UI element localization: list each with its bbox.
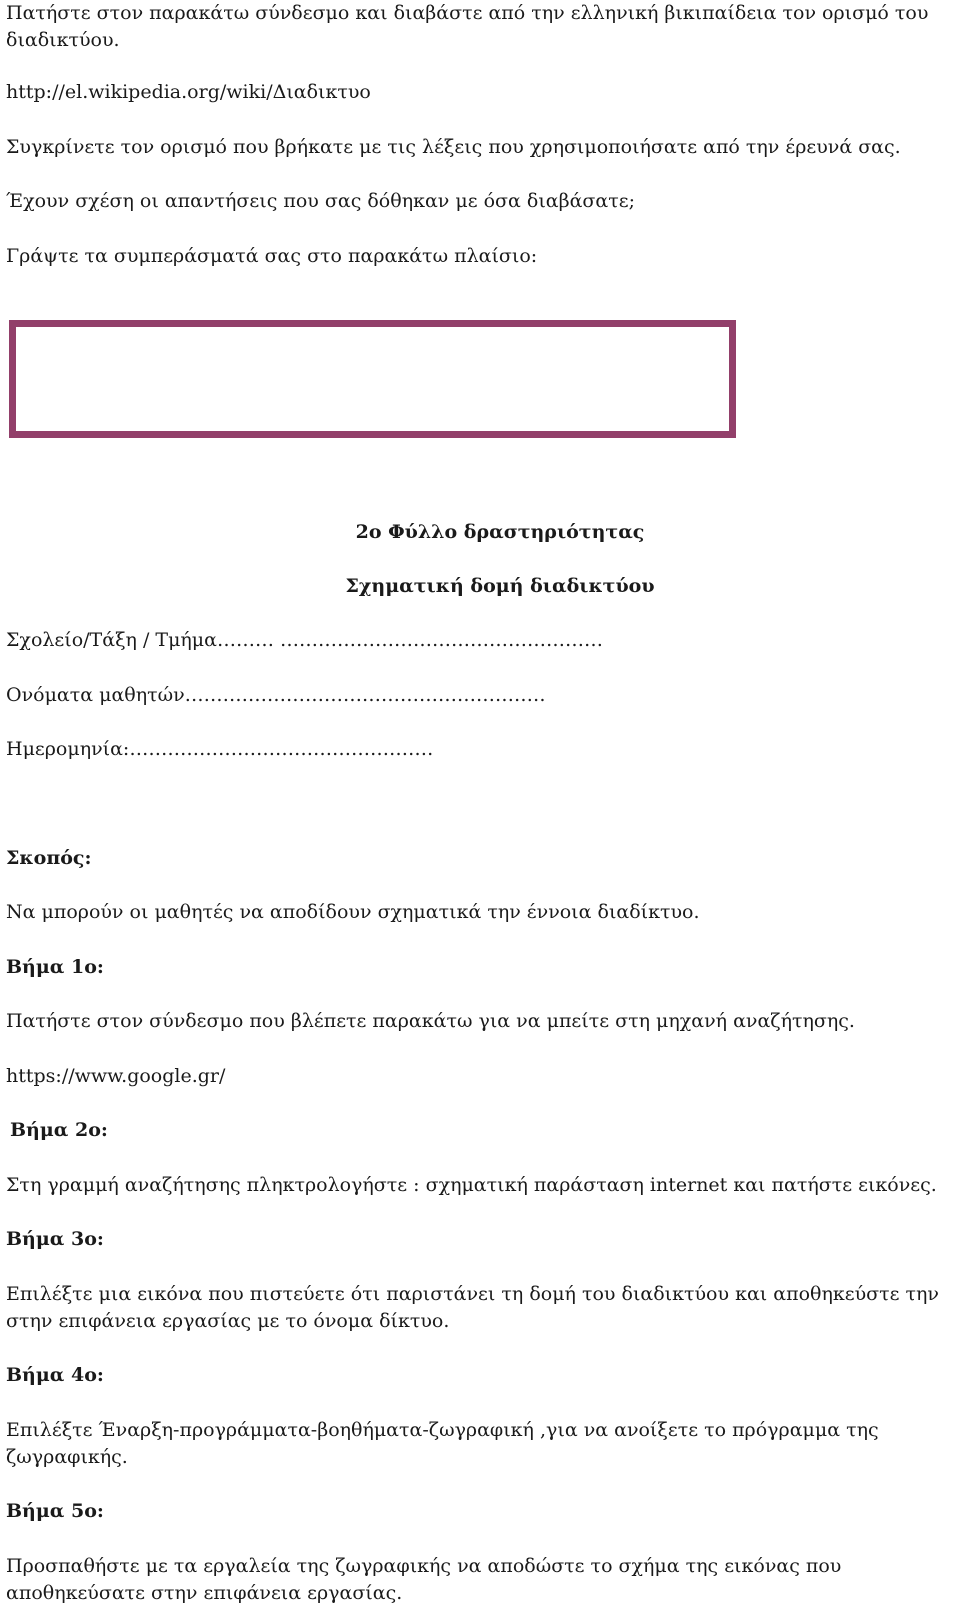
student-names-field: Ονόματα μαθητών………………………………………………… xyxy=(6,684,546,706)
worksheet-subtitle: Σχηματική δομή διαδικτύου xyxy=(345,575,655,597)
wikipedia-link[interactable]: http://el.wikipedia.org/wiki/Διαδικτυο xyxy=(6,81,371,103)
step-4-text: Επιλέξτε Έναρξη-προγράμματα-βοηθήματα-ζωγραφική ,για να ανοίξετε το πρόγραμμα της ζωγραφικής. xyxy=(6,1419,879,1468)
goal-text: Να μπορούν οι μαθητές να αποδίδουν σχηματικά την έννοια διαδίκτυο. xyxy=(6,901,700,923)
date-field: Ημερομηνία:………………………………………… xyxy=(6,738,434,760)
step-3-heading: Βήμα 3ο: xyxy=(6,1228,104,1250)
google-link-line xyxy=(6,1063,951,1090)
intro-question: Έχουν σχέση οι απαντήσεις που σας δόθηκαν με όσα διαβάσατε; xyxy=(6,190,635,212)
step-2-text: Στη γραμμή αναζήτησης πληκτρολογήστε : σχηματική παράσταση internet και πατήστε εικόνες. xyxy=(6,1174,937,1196)
step-5-heading: Βήμα 5ο: xyxy=(6,1500,104,1522)
intro-write: Γράψτε τα συμπεράσματά σας στο παρακάτω πλαίσιο: xyxy=(6,245,538,267)
answer-box[interactable] xyxy=(9,320,736,438)
school-class-field: Σχολείο/Τάξη / Τμήμα……… …………………………………………… xyxy=(6,629,604,651)
wikipedia-link-line xyxy=(6,79,951,106)
step-4-heading: Βήμα 4ο: xyxy=(6,1364,104,1386)
step-2-heading: Βήμα 2ο: xyxy=(10,1119,108,1141)
google-link[interactable]: https://www.google.gr/ xyxy=(6,1065,226,1087)
intro-instruction: Πατήστε στον παρακάτω σύνδεσμο και διαβάστε από την ελληνική βικιπαίδεια τον ορισμό του διαδικτύου. xyxy=(6,2,929,51)
step-5-text: Προσπαθήστε με τα εργαλεία της ζωγραφικής να αποδώστε το σχήμα της εικόνας που αποθηκεύσατε στην επιφάνεια εργασίας. xyxy=(6,1555,842,1604)
step-3-text: Επιλέξτε μια εικόνα που πιστεύετε ότι παριστάνει τη δομή του διαδικτύου και αποθηκεύστε την στην επιφάνεια εργασίας με το όνομα δίκτυο. xyxy=(6,1283,939,1332)
step-1-text: Πατήστε στον σύνδεσμο που βλέπετε παρακάτω για να μπείτε στη μηχανή αναζήτησης. xyxy=(6,1010,855,1032)
worksheet-title: 2ο Φύλλο δραστηριότητας xyxy=(355,521,645,543)
step-1-heading: Βήμα 1ο: xyxy=(6,956,104,978)
intro-compare: Συγκρίνετε τον ορισμό που βρήκατε με τις λέξεις που χρησιμοποιήσατε από την έρευνά σας. xyxy=(6,136,901,158)
goal-heading: Σκοπός: xyxy=(6,847,92,869)
